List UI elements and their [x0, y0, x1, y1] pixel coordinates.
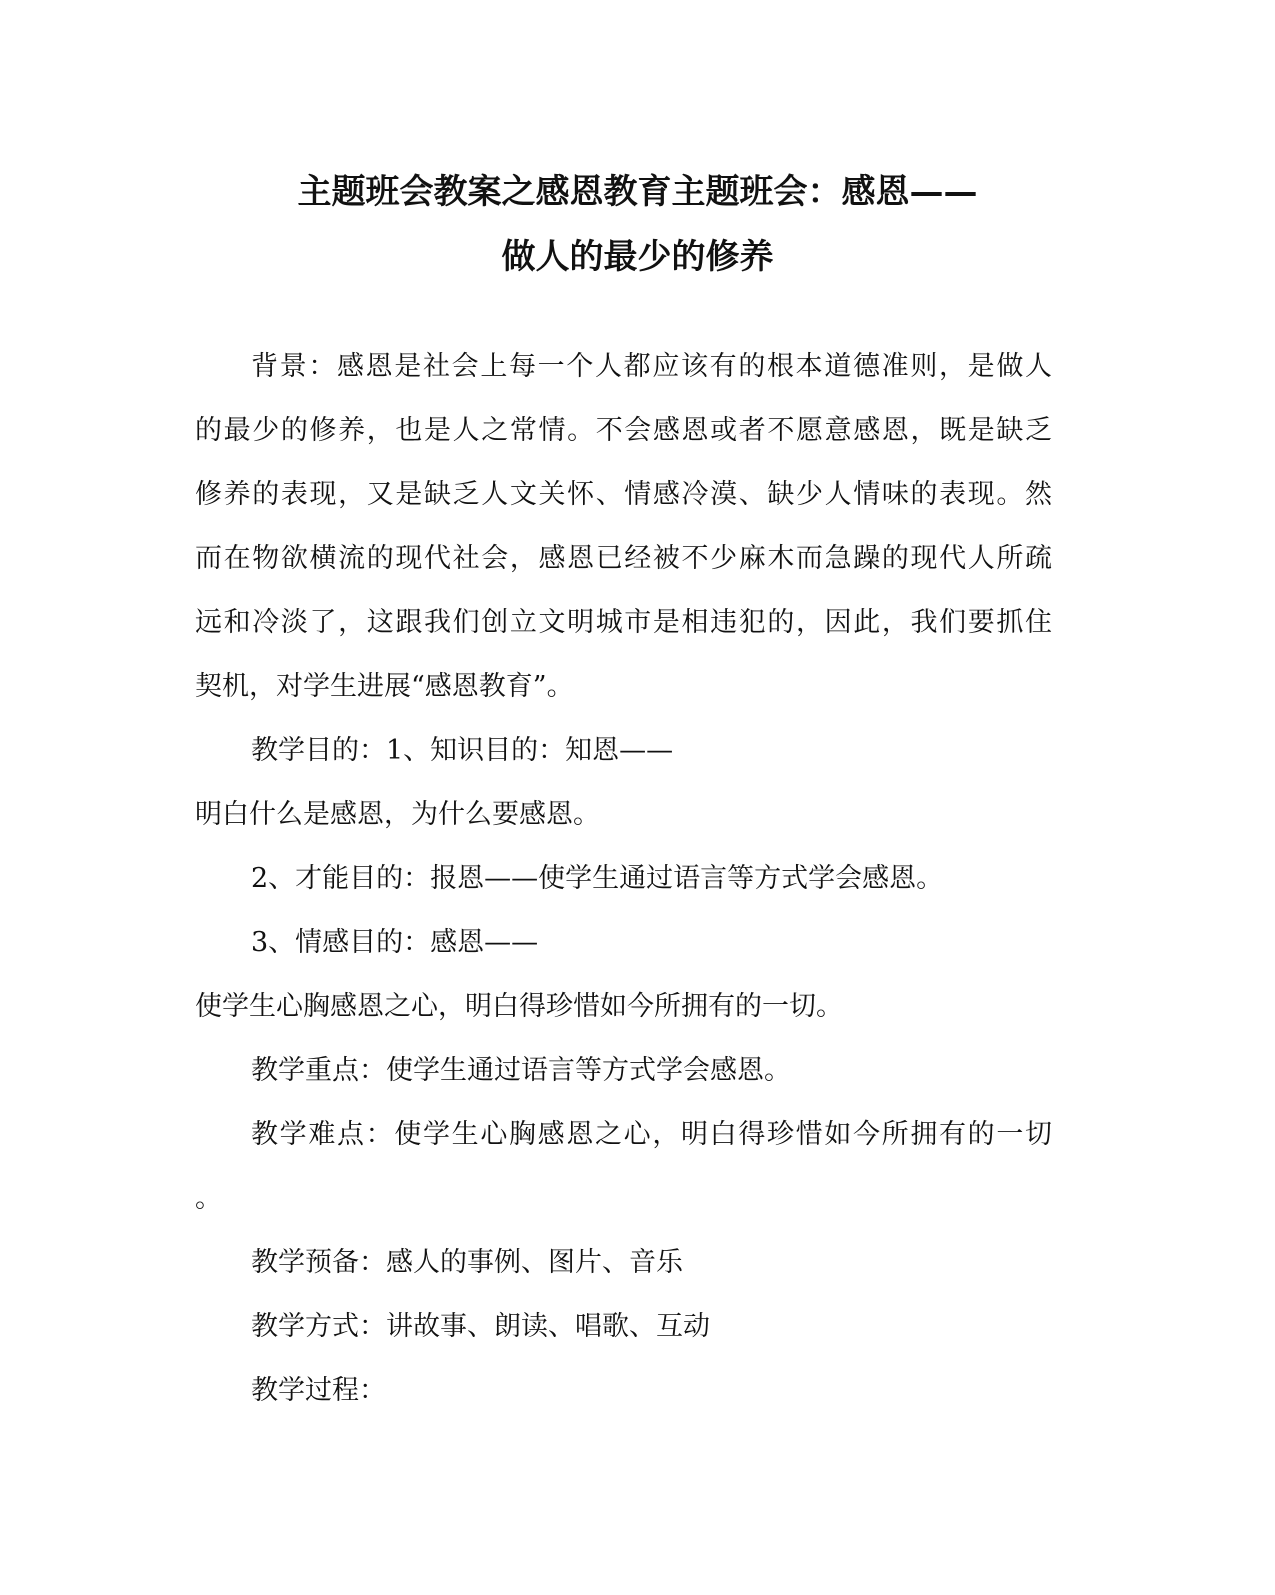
background-paragraph-line: 的最少的修养，也是人之常情。不会感恩或者不愿意感恩，既是缺乏 [195, 415, 1052, 446]
background-paragraph-line: 修养的表现，又是缺乏人文关怀、情感冷漠、缺少人情味的表现。然 [195, 479, 1052, 510]
goal-emotion-heading: 3、情感目的：感恩—— [251, 927, 539, 958]
document-title-line-1: 主题班会教案之感恩教育主题班会：感恩—— [297, 172, 978, 212]
document-title-line-2: 做人的最少的修养 [501, 237, 774, 277]
goal-ability: 2、才能目的：报恩——使学生通过语言等方式学会感恩。 [251, 863, 944, 894]
teaching-preparation: 教学预备：感人的事例、图片、音乐 [251, 1247, 683, 1278]
background-paragraph-line: 契机，对学生进展“感恩教育”。 [195, 671, 574, 702]
goal-knowledge-heading: 教学目的：1、知识目的：知恩—— [251, 735, 674, 766]
teaching-key-point: 教学重点：使学生通过语言等方式学会感恩。 [251, 1055, 791, 1086]
goal-emotion-text: 使学生心胸感恩之心，明白得珍惜如今所拥有的一切。 [195, 991, 843, 1022]
teaching-process-heading: 教学过程： [251, 1375, 386, 1406]
goal-knowledge-text: 明白什么是感恩，为什么要感恩。 [195, 799, 600, 830]
background-paragraph-line: 远和冷淡了，这跟我们创立文明城市是相违犯的，因此，我们要抓住 [195, 607, 1052, 638]
teaching-difficulty-end: 。 [195, 1183, 222, 1214]
teaching-difficulty: 教学难点：使学生心胸感恩之心，明白得珍惜如今所拥有的一切 [251, 1119, 1052, 1150]
teaching-methods: 教学方式：讲故事、朗读、唱歌、互动 [251, 1311, 710, 1342]
background-paragraph-line: 背景：感恩是社会上每一个人都应该有的根本道德准则，是做人 [251, 351, 1052, 382]
background-paragraph-line: 而在物欲横流的现代社会，感恩已经被不少麻木而急躁的现代人所疏 [195, 543, 1052, 574]
